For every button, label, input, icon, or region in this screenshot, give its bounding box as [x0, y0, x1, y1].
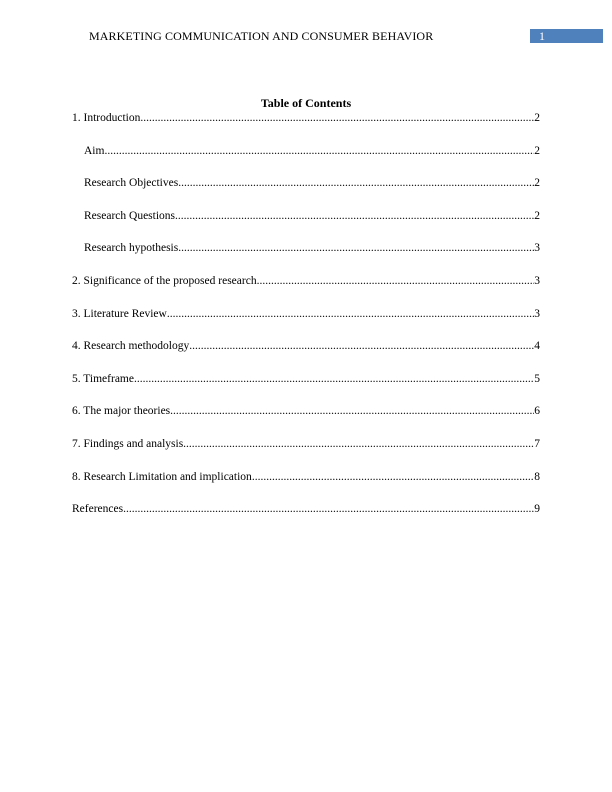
toc-entry-aim[interactable] — [72, 145, 540, 178]
toc-entry-research-questions[interactable] — [72, 210, 540, 243]
toc-entry-research-methodology[interactable] — [72, 340, 540, 373]
toc-dot-leader — [170, 405, 534, 417]
toc-entry-label: References — [72, 503, 124, 516]
toc-dot-leader — [178, 242, 534, 254]
running-header-title: MARKETING COMMUNICATION AND CONSUMER BEHAVIOR — [89, 29, 434, 43]
toc-entry-findings-analysis[interactable] — [72, 438, 540, 471]
toc-entry-major-theories[interactable] — [72, 405, 540, 438]
toc-entry-page: 3 — [534, 242, 540, 255]
toc-entry-page: 3 — [534, 274, 540, 287]
toc-dot-leader — [175, 210, 534, 222]
toc-entry-page: 4 — [534, 340, 540, 353]
toc-entry-page: 3 — [534, 307, 540, 320]
toc-dot-leader — [178, 177, 534, 189]
toc-entry-page: 2 — [534, 177, 540, 190]
toc-entry-literature-review[interactable] — [72, 308, 540, 341]
toc-entry-references[interactable] — [72, 503, 540, 536]
toc-dot-leader — [189, 340, 534, 352]
toc-entry-page: 8 — [534, 470, 540, 483]
toc-entry-introduction[interactable] — [72, 112, 540, 145]
toc-entry-significance[interactable] — [72, 275, 540, 308]
toc-dot-leader — [167, 308, 534, 320]
table-of-contents — [72, 112, 540, 536]
toc-entry-timeframe[interactable] — [72, 373, 540, 406]
toc-entry-label: 5. Timeframe — [72, 372, 134, 385]
toc-entry-label: 4. Research methodology — [72, 340, 190, 353]
toc-dot-leader — [252, 471, 534, 483]
toc-entry-page: 2 — [534, 209, 540, 222]
toc-entry-page: 5 — [534, 372, 540, 385]
toc-heading: Table of Contents — [260, 96, 352, 110]
page-number-badge: 1 — [530, 29, 603, 43]
toc-entry-page: 2 — [534, 112, 540, 124]
toc-entry-page: 7 — [534, 437, 540, 450]
toc-entry-label: 1. Introduction — [72, 112, 141, 124]
toc-dot-leader — [140, 112, 534, 124]
toc-entry-label: Research hypothesis — [84, 242, 179, 255]
toc-entry-label: 7. Findings and analysis — [72, 437, 184, 450]
toc-entry-research-objectives[interactable] — [72, 177, 540, 210]
toc-entry-research-hypothesis[interactable] — [72, 242, 540, 275]
toc-dot-leader — [104, 145, 534, 157]
toc-dot-leader — [123, 503, 534, 515]
toc-entry-page: 2 — [534, 144, 540, 157]
toc-entry-page: 6 — [534, 405, 540, 418]
toc-entry-label: Research Questions — [84, 209, 176, 222]
toc-entry-limitation-implication[interactable] — [72, 471, 540, 504]
toc-entry-label: 2. Significance of the proposed research — [72, 274, 257, 287]
toc-entry-label: 6. The major theories — [72, 405, 171, 418]
toc-entry-label: Aim — [84, 144, 105, 157]
toc-dot-leader — [134, 373, 534, 385]
toc-entry-label: 8. Research Limitation and implication — [72, 470, 252, 483]
toc-entry-label: 3. Literature Review — [72, 307, 167, 320]
toc-dot-leader — [257, 275, 535, 287]
toc-entry-label: Research Objectives — [84, 177, 179, 190]
toc-entry-page: 9 — [534, 503, 540, 516]
toc-dot-leader — [183, 438, 534, 450]
